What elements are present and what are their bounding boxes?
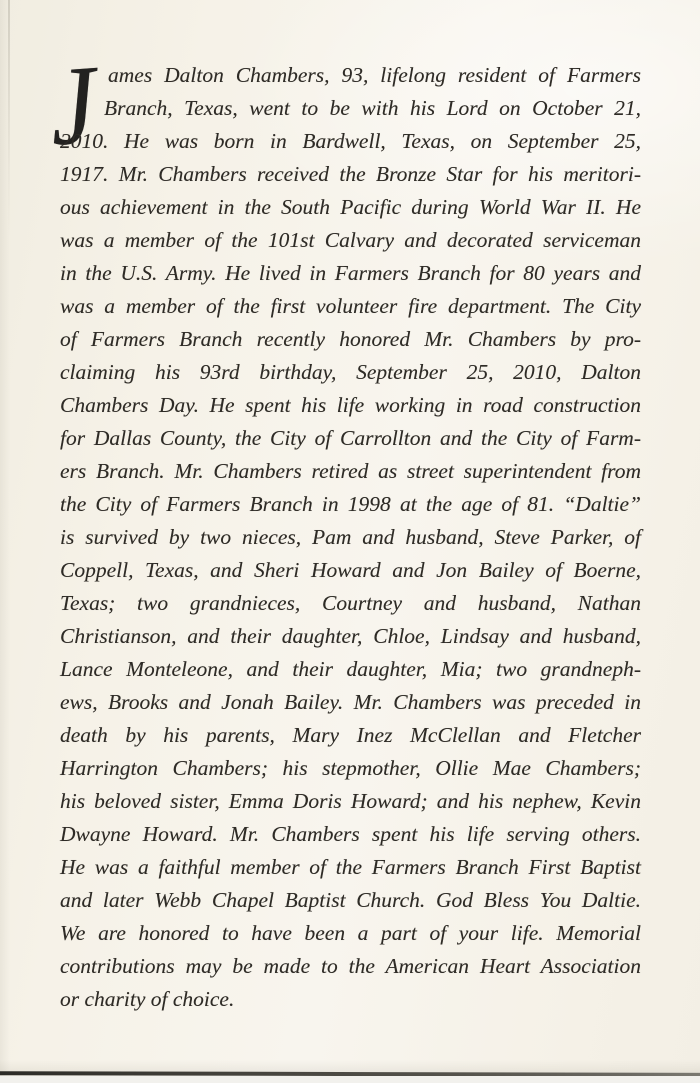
text-line: 1917. Mr. Chambers received the Bronze Star for his meritori- bbox=[60, 162, 641, 186]
text-line: ous achievement in the South Pacific during World War II. He bbox=[60, 195, 641, 219]
text-line: He was a faithful member of the Farmers Branch First Baptist bbox=[60, 855, 641, 879]
text-line: ames Dalton Chambers, 93, lifelong resident of Farmers bbox=[108, 63, 641, 87]
paper-crease bbox=[8, 0, 10, 240]
drop-cap-letter: J bbox=[45, 42, 101, 170]
text-line: in the U.S. Army. He lived in Farmers Branch for 80 years and bbox=[60, 261, 641, 285]
text-line: 2010. He was born in Bardwell, Texas, on September 25, bbox=[60, 129, 641, 153]
text-line: his beloved sister, Emma Doris Howard; and his nephew, Kevin bbox=[60, 789, 641, 813]
scan-background-strip bbox=[0, 1076, 700, 1083]
text-line: death by his parents, Mary Inez McClellan and Fletcher bbox=[60, 723, 641, 747]
text-line: Lance Monteleone, and their daughter, Mia; two grandneph- bbox=[60, 657, 641, 681]
text-line: and later Webb Chapel Baptist Church. God Bless You Daltie. bbox=[60, 888, 641, 912]
text-line: is survived by two nieces, Pam and husband, Steve Parker, of bbox=[60, 525, 641, 549]
text-line: claiming his 93rd birthday, September 25, 2010, Dalton bbox=[60, 360, 641, 384]
text-line: Coppell, Texas, and Sheri Howard and Jon Bailey of Boerne, bbox=[60, 558, 641, 582]
text-line: for Dallas County, the City of Carrollton and the City of Farm- bbox=[60, 426, 641, 450]
text-line: was a member of the first volunteer fire department. The City bbox=[60, 294, 641, 318]
card-edge-shadow bbox=[0, 1060, 700, 1072]
text-line: Harrington Chambers; his stepmother, Ollie Mae Chambers; bbox=[60, 756, 641, 780]
text-line: Christianson, and their daughter, Chloe, Lindsay and husband, bbox=[60, 624, 641, 648]
text-line: Chambers Day. He spent his life working in road construction bbox=[60, 393, 641, 417]
obituary-text-block bbox=[60, 59, 641, 1016]
text-line: of Farmers Branch recently honored Mr. Chambers by pro- bbox=[60, 327, 641, 351]
text-line: Texas; two grandnieces, Courtney and husband, Nathan bbox=[60, 591, 641, 615]
text-line: was a member of the 101st Calvary and decorated serviceman bbox=[60, 228, 641, 252]
text-line: Branch, Texas, went to be with his Lord on October 21, bbox=[104, 96, 641, 120]
text-line: or charity of choice. bbox=[60, 987, 235, 1011]
text-line: Dwayne Howard. Mr. Chambers spent his life serving others. bbox=[60, 822, 641, 846]
text-line: the City of Farmers Branch in 1998 at the age of 81. “Daltie” bbox=[60, 492, 641, 516]
text-line: We are honored to have been a part of your life. Memorial bbox=[60, 921, 641, 945]
text-line: contributions may be made to the American Heart Association bbox=[60, 954, 641, 978]
text-line: ers Branch. Mr. Chambers retired as street superintendent from bbox=[60, 459, 641, 483]
text-line: ews, Brooks and Jonah Bailey. Mr. Chambers was preceded in bbox=[60, 690, 641, 714]
